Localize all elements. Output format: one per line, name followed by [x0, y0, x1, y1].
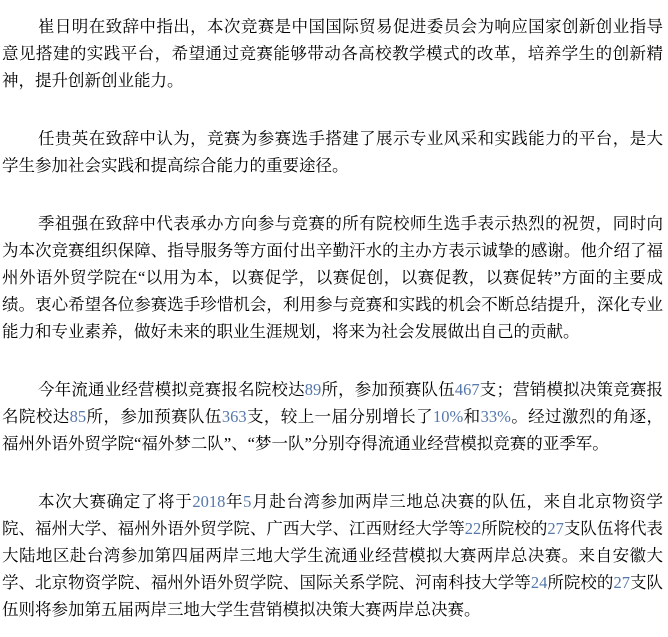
- inline-number-text: 85: [69, 407, 87, 426]
- body-text: 支，较上一届分别增长了: [246, 407, 433, 426]
- body-text: 和: [463, 407, 481, 426]
- body-text: 支队伍则将参加第五届两岸三地大学生营销模拟决策大赛两岸总决赛。: [2, 573, 664, 619]
- paragraph-competition-statistics: [2, 376, 663, 457]
- body-text: 任贵英在致辞中认为，竞赛为参赛选手搭建了展示专业风采和实践能力的平台，是大学生参加社会实践和提高综合能力的重要途径。: [2, 129, 663, 175]
- inline-number-text: 22: [464, 519, 482, 538]
- body-text: 所院校的: [481, 519, 548, 538]
- body-text: 崔日明在致辞中指出，本次竞赛是中国国际贸易促进委员会为响应国家创新创业指导意见搭建的实践平台，希望通过竞赛能够带动各高校教学模式的改革，培养学生的创新精神，提升创新创业能力。: [2, 17, 663, 90]
- inline-number-text: 27: [547, 519, 564, 538]
- body-text: 本次大赛确定了将于: [38, 492, 193, 511]
- body-text: 季祖强在致辞中代表承办方向参与竞赛的所有院校师生选手表示热烈的祝贺，同时向为本次竞赛组织保障、指导服务等方面付出辛勤汗水的主办方表示诚挚的感谢。他介绍了福州外语外贸学院在“以用为本，以赛促学，以赛促创，以赛促教，以赛促转”方面的主要成绩。衷心希望各位参赛选手珍惜机会，利用参与竞赛和实践的机会不断总结提升，深化专业能力和专业素养，做好未来的职业生涯规划，将来为社会发展做出自己的贡献。: [2, 214, 663, 341]
- body-text: 。经过激烈的角逐，福州外语外贸学院“福外梦二队”、“梦一队”分别夺得流通业经营模拟竞赛的亚季军。: [2, 407, 664, 453]
- paragraph-ji-zuqiang-speech: [2, 210, 663, 345]
- inline-number-text: 5: [243, 492, 252, 511]
- inline-number-text: 363: [221, 407, 247, 426]
- inline-number-text: 10%: [433, 407, 464, 426]
- inline-number-text: 89: [304, 380, 322, 399]
- body-text: 支；营销模拟决策竞赛报名院校达: [2, 380, 664, 426]
- body-text: 月赴台湾参加两岸三地总决赛的队伍，来自北京物资学院、福州大学、福州外语外贸学院、广西大学、江西财经大学等: [2, 492, 664, 538]
- inline-number-text: 24: [530, 573, 548, 592]
- body-text: 所院校的: [547, 573, 614, 592]
- inline-number-text: 27: [613, 573, 630, 592]
- paragraph-cui-riming-speech: [2, 13, 663, 94]
- inline-number-text: 2018: [192, 492, 226, 511]
- body-text: 所，参加预赛队伍: [86, 407, 222, 426]
- body-text: 今年流通业经营模拟竞赛报名院校达: [38, 380, 305, 399]
- paragraph-finals-teams: [2, 488, 663, 623]
- body-text: 所，参加预赛队伍: [321, 380, 455, 399]
- inline-number-text: 467: [454, 380, 480, 399]
- body-text: 支队伍将代表大陆地区赴台湾参加第四届两岸三地大学生流通业经营模拟大赛两岸总决赛。来自安徽大学、北京物资学院、福州外语外贸学院、国际关系学院、河南科技大学等: [2, 519, 664, 592]
- inline-number-text: 33%: [480, 407, 511, 426]
- body-text: 年: [225, 492, 244, 511]
- paragraph-ren-guiying-speech: [2, 125, 663, 179]
